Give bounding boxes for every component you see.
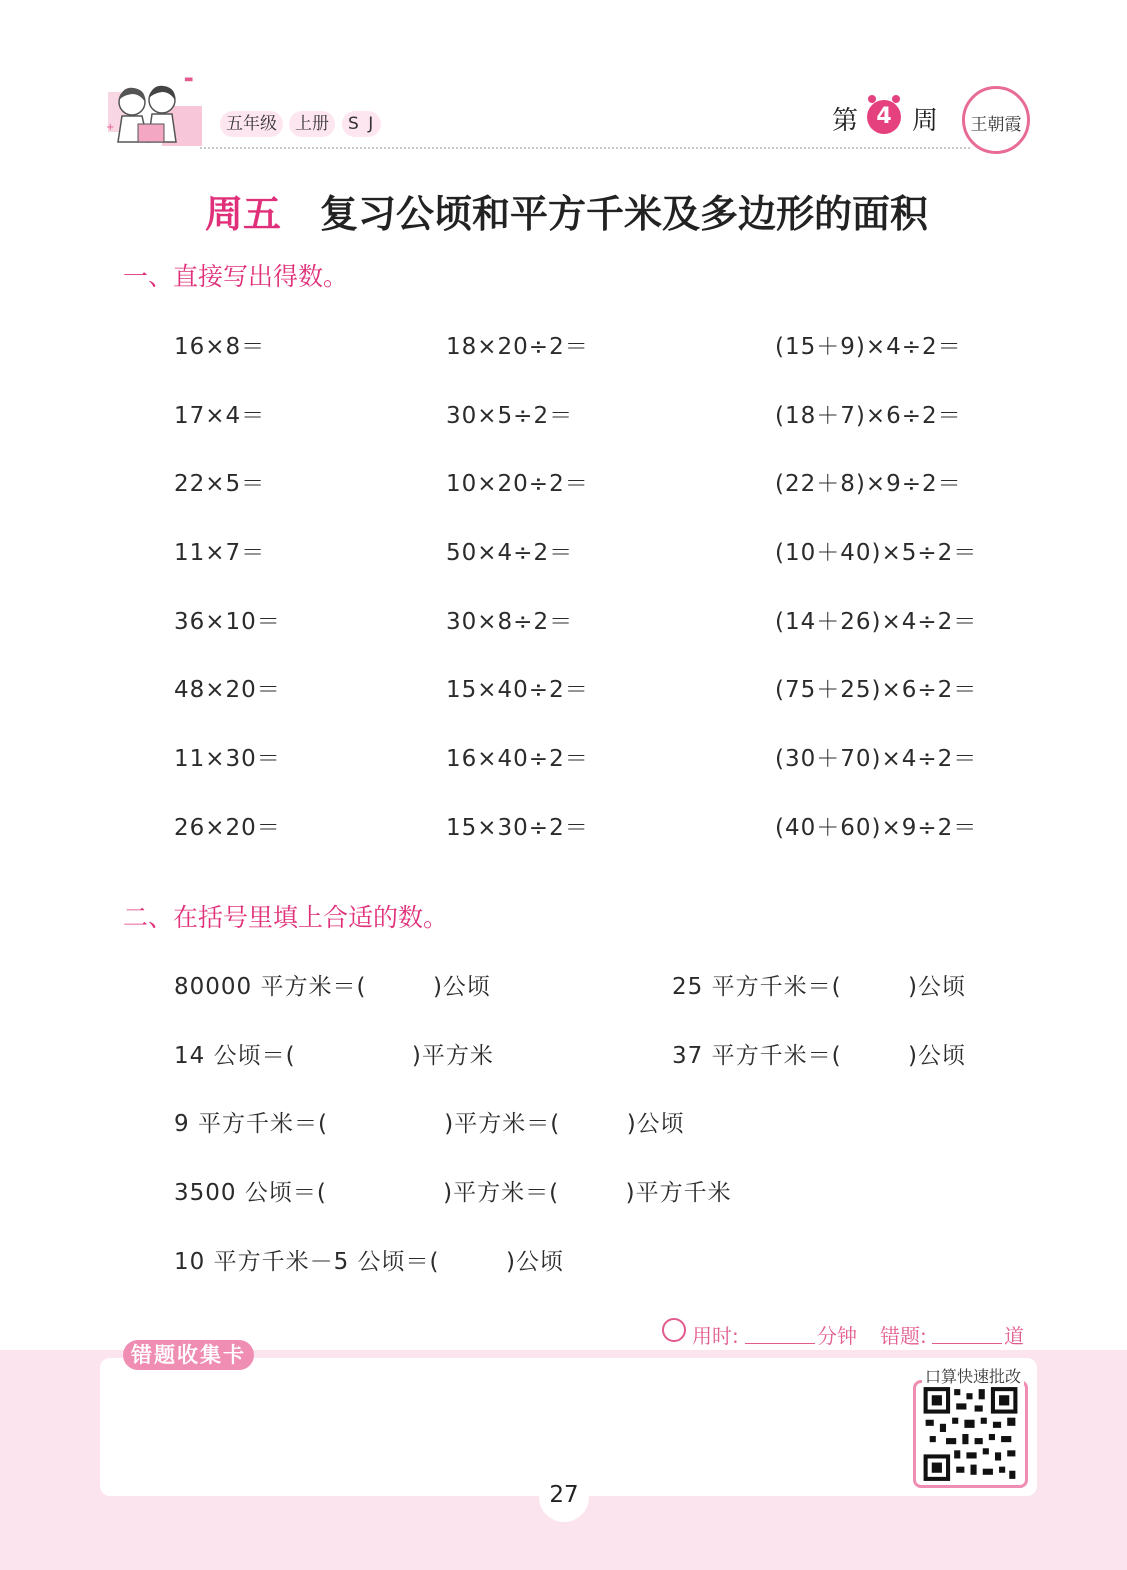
exercise-item: 15×40÷2＝ — [446, 677, 589, 703]
svg-text:▬: ▬ — [184, 74, 194, 85]
exercise-item: 11×7＝ — [174, 540, 266, 566]
exercise-item: (10＋40)×5÷2＝ — [775, 540, 978, 566]
exercise-item: (30＋70)×4÷2＝ — [775, 746, 978, 772]
exercise-item: 15×30÷2＝ — [446, 815, 589, 841]
week-prefix: 第 — [832, 106, 859, 136]
fill-blank-item: 9 平方千米＝( )平方米＝( )公顷 — [174, 1111, 685, 1137]
stopwatch-icon — [662, 1318, 686, 1342]
brand-seal-text: 王朝霞 — [970, 115, 1022, 135]
time-blank — [745, 1343, 815, 1344]
exercise-item: 50×4÷2＝ — [446, 540, 574, 566]
exercise-item: 11×30＝ — [174, 746, 281, 772]
exercise-item: 17×4＝ — [174, 403, 266, 429]
error-count-unit: 道 — [1004, 1324, 1024, 1348]
page-number: 27 — [549, 1482, 579, 1508]
time-unit: 分钟 — [817, 1324, 857, 1348]
title-day: 周五 — [205, 192, 282, 236]
page-title: 复习公顷和平方千米及多边形的面积 — [320, 192, 929, 236]
exercise-item: 10×20÷2＝ — [446, 471, 589, 497]
children-illustration — [104, 72, 204, 156]
section2-heading: 二、在括号里填上合适的数。 — [123, 903, 449, 932]
error-count-blank — [932, 1343, 1002, 1344]
exercise-item: (40＋60)×9÷2＝ — [775, 815, 978, 841]
fill-blank-item: 25 平方千米＝( )公顷 — [672, 974, 967, 1000]
fill-blank-item: 10 平方千米－5 公顷＝( )公顷 — [174, 1249, 564, 1275]
exercise-item: 36×10＝ — [174, 609, 281, 635]
section1-heading: 一、直接写出得数。 — [123, 262, 349, 291]
error-card-tag: 错题收集卡 — [123, 1340, 254, 1370]
exercise-item: 18×20÷2＝ — [446, 334, 589, 360]
volume-chip: 上册 — [289, 111, 335, 137]
qr-label: 口算快速批改 — [922, 1364, 1024, 1387]
time-label: 用时: — [692, 1324, 739, 1348]
svg-text:+: + — [106, 122, 115, 133]
exercise-item: 22×5＝ — [174, 471, 266, 497]
exercise-item: 48×20＝ — [174, 677, 281, 703]
week-number-badge: 4 — [867, 100, 901, 134]
exercise-item: (14＋26)×4÷2＝ — [775, 609, 978, 635]
exercise-item: 30×8÷2＝ — [446, 609, 574, 635]
fill-blank-item: 14 公顷＝( )平方米 — [174, 1043, 494, 1069]
edition-chip: S J — [342, 111, 381, 137]
exercise-item: (18＋7)×6÷2＝ — [775, 403, 962, 429]
qr-code-icon[interactable] — [916, 1383, 1025, 1485]
exercise-item: 16×8＝ — [174, 334, 266, 360]
exercise-item: 30×5÷2＝ — [446, 403, 574, 429]
exercise-item: 16×40÷2＝ — [446, 746, 589, 772]
exercise-item: (75＋25)×6÷2＝ — [775, 677, 978, 703]
qr-code-frame — [913, 1380, 1028, 1488]
week-suffix: 周 — [912, 106, 939, 136]
exercise-item: 26×20＝ — [174, 815, 281, 841]
fill-blank-item: 80000 平方米＝( )公顷 — [174, 974, 491, 1000]
header-divider — [200, 147, 970, 149]
fill-blank-item: 3500 公顷＝( )平方米＝( )平方千米 — [174, 1180, 732, 1206]
exercise-item: (22＋8)×9÷2＝ — [775, 471, 962, 497]
fill-blank-item: 37 平方千米＝( )公顷 — [672, 1043, 967, 1069]
error-count-label: 错题: — [880, 1324, 927, 1348]
exercise-item: (15＋9)×4÷2＝ — [775, 334, 962, 360]
grade-chip: 五年级 — [220, 111, 283, 137]
